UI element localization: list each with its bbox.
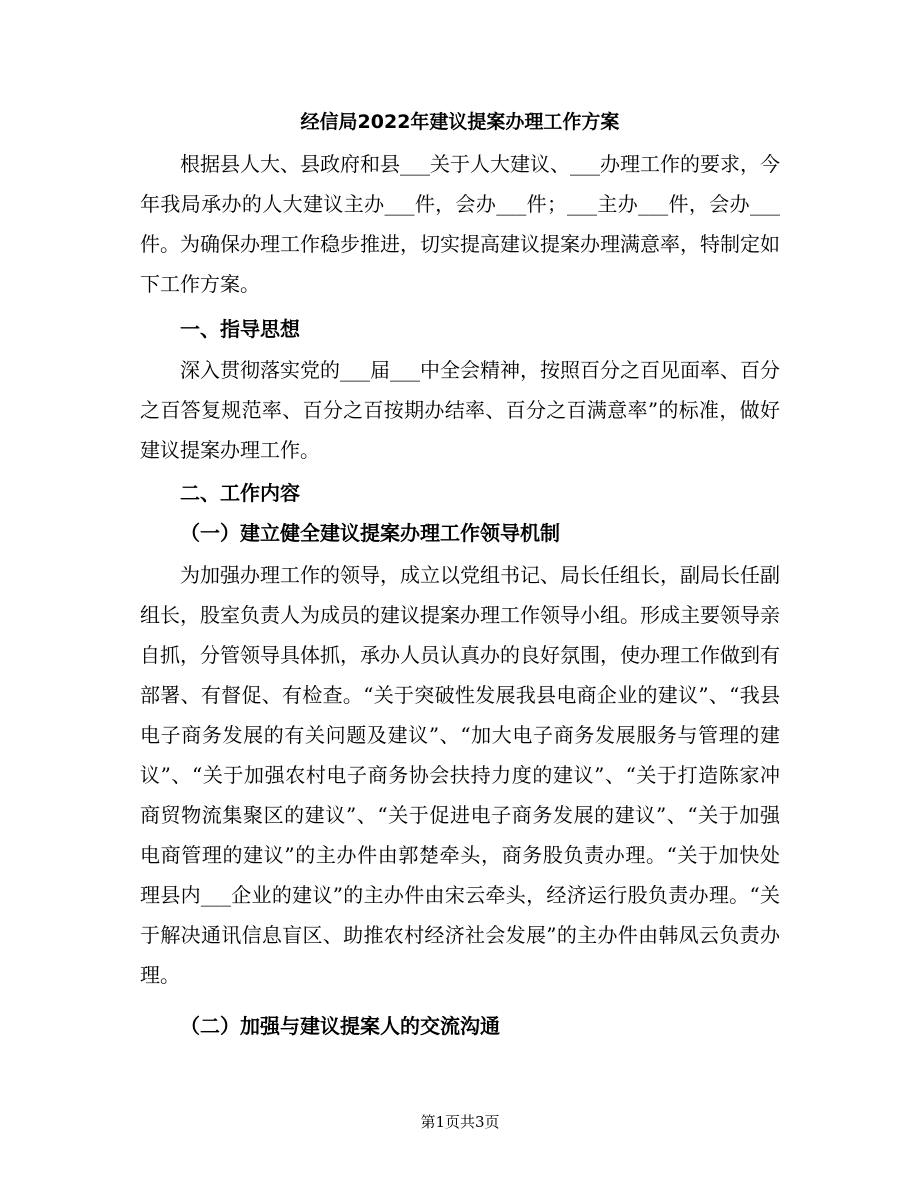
heading-work-content: 二、工作内容 xyxy=(180,481,300,505)
subheading-communication: （二）加强与建议提案人的交流沟通 xyxy=(180,1014,500,1038)
paragraph-guiding-ideology: 深入贯彻落实党的___届___中全会精神，按照百分之百见面率、百分之百答复规范率、百分之百按期办结率、百分之百满意率”的标准，做好建议提案办理工作。 xyxy=(140,358,780,462)
paragraph-leadership-mechanism: 为加强办理工作的领导，成立以党组书记、局长任组长，副局长任副组长，股室负责人为成员的建议提案办理工作领导小组。形成主要领导亲自抓，分管领导具体抓，承办人员认真办的良好氛围，使办理工作做到有部署、有督促、有检查。“关于突破性发展我县电商企业的建议”、“我县电子商务发展的有关问题及建议”、“加大电子商务发展服务与管理的建议”、“关于加强农村电子商务协会扶持力度的建议”、“关于打造陈家冲商贸物流集聚区的建议”、“关于促进电子商务发展的建议”、“关于加强电商管理的建议”的主办件由郭楚牵头，商务股负责办理。“关于加快处理县内___企业的建议”的主办件由宋云牵头，经济运行股负责办理。“关于解决通讯信息盲区、助推农村经济社会发展”的主办件由韩凤云负责办理。 xyxy=(140,563,780,987)
page-number-footer: 第1页共3页 xyxy=(420,1113,500,1131)
paragraph-intro: 根据县人大、县政府和县___关于人大建议、___办理工作的要求，今年我局承办的人大建议主办___件，会办___件；___主办___件，会办___件。为确保办理工作稳步推进，切实提高建议提案办理满意率，特制定如下工作方案。 xyxy=(140,152,780,296)
heading-guiding-ideology: 一、指导思想 xyxy=(180,317,300,341)
document-title: 经信局2022年建议提案办理工作方案 xyxy=(300,111,620,133)
subheading-leadership-mechanism: （一）建立健全建议提案办理工作领导机制 xyxy=(180,521,560,545)
